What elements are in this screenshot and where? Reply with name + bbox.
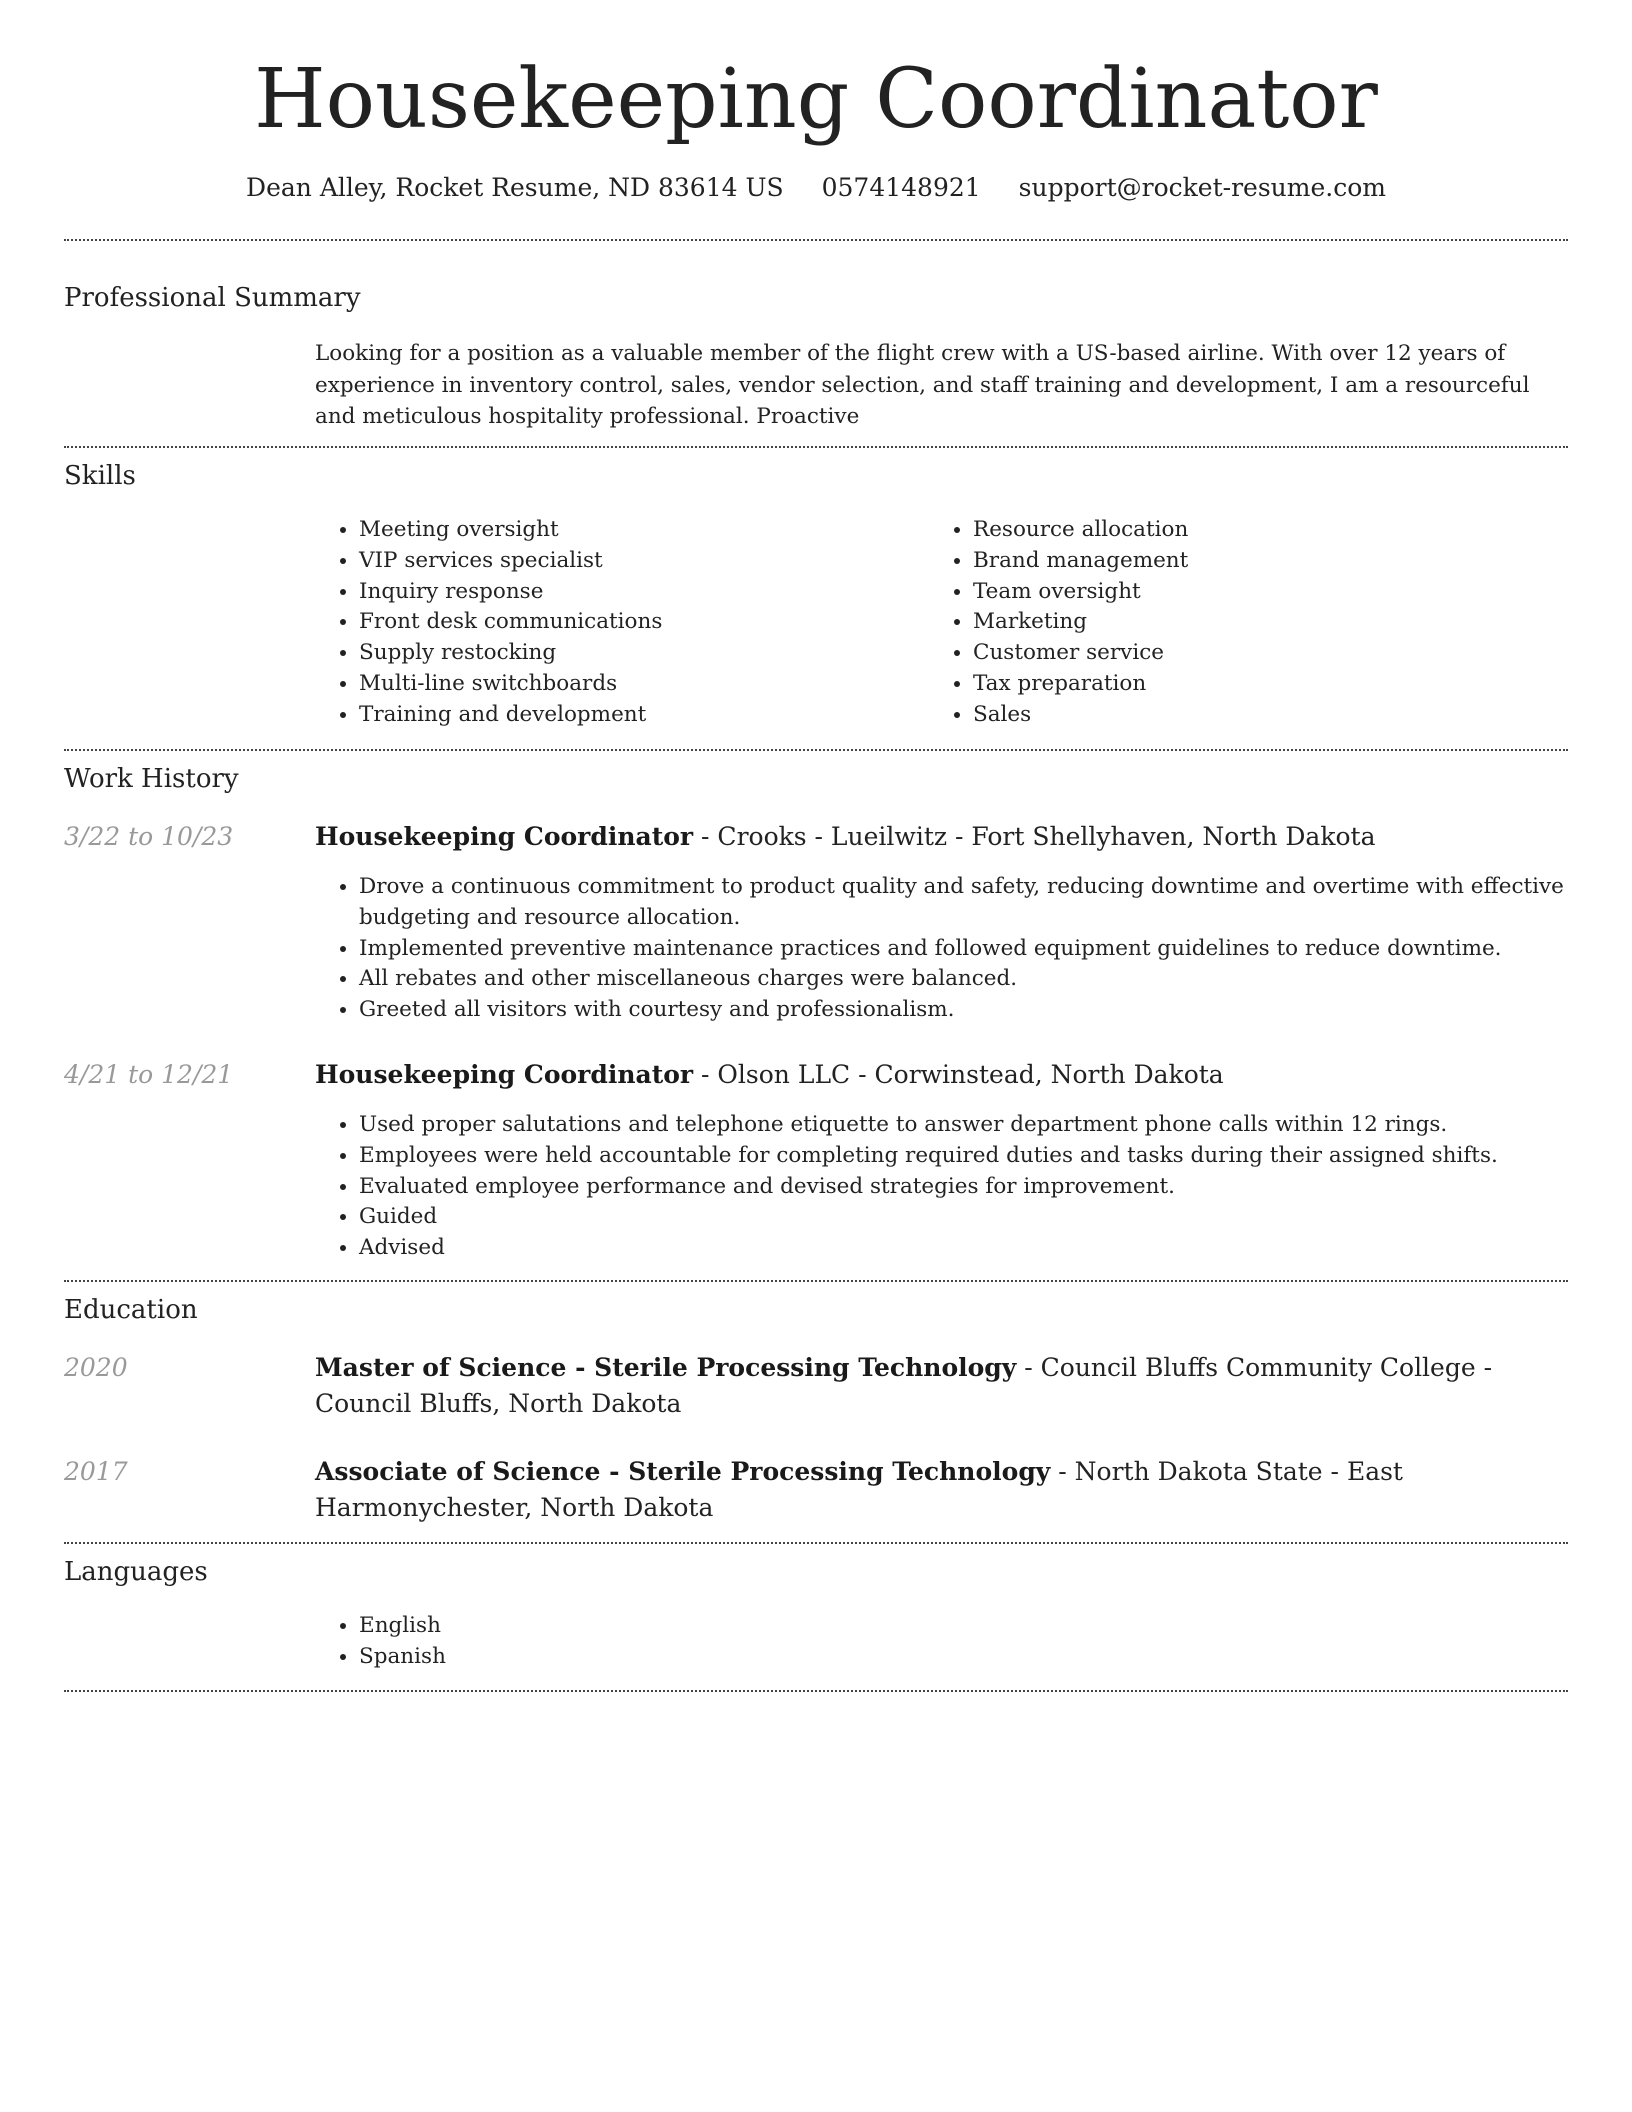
education-degree: Associate of Science - Sterile Processing Technology xyxy=(315,1457,1051,1486)
job-details: - Crooks - Lueilwitz - Fort Shellyhaven, North Dakota xyxy=(693,822,1376,851)
skill-item: • Multi-line switchboards xyxy=(359,669,925,700)
job-bullet: • All rebates and other miscellaneous charges were balanced. xyxy=(359,964,1568,995)
education-entry xyxy=(315,1350,1568,1422)
job-dates: 3/22 to 10/23 xyxy=(64,822,234,851)
summary-section-title: Professional Summary xyxy=(64,283,361,313)
skill-item: • Tax preparation xyxy=(973,669,1568,700)
job-bullets xyxy=(315,872,1568,1026)
job-role: Housekeeping Coordinator xyxy=(315,822,694,851)
job-title xyxy=(315,819,1568,855)
education-year: 2020 xyxy=(64,1353,128,1382)
languages-section-title: Languages xyxy=(64,1557,208,1587)
summary-text: Looking for a position as a valuable member of the flight crew with a US-based airline. With over 12 years of experience in inventory control, sales, vendor selection, and staff training and development, I am a resourceful and meticulous hospitality professional. Proactive xyxy=(315,341,1530,429)
skill-item: • Supply restocking xyxy=(359,638,925,669)
skill-item: • Marketing xyxy=(973,607,1568,638)
contact-address: Dean Alley, Rocket Resume, ND 83614 US xyxy=(246,173,784,202)
job-details: - Olson LLC - Corwinstead, North Dakota xyxy=(693,1060,1224,1089)
job-dates: 4/21 to 12/21 xyxy=(64,1060,234,1089)
job-bullet: • Drove a continuous commitment to product quality and safety, reducing downtime and overtime with effective budgeting and resource allocation. xyxy=(359,872,1568,934)
section-divider xyxy=(64,1690,1568,1692)
skill-item: • Brand management xyxy=(973,546,1568,577)
skill-item: • Training and development xyxy=(359,700,925,731)
skill-item: • VIP services specialist xyxy=(359,546,925,577)
job-bullet: • Implemented preventive maintenance practices and followed equipment guidelines to reduce downtime. xyxy=(359,934,1568,965)
education-details: - Council Bluffs Community College - Council Bluffs, North Dakota xyxy=(315,1353,1493,1418)
skills-section-title: Skills xyxy=(64,461,136,491)
job-bullet: • Advised xyxy=(359,1233,1568,1264)
contact-line xyxy=(0,172,1632,204)
skill-item: • Team oversight xyxy=(973,577,1568,608)
contact-email: support@rocket-resume.com xyxy=(1018,173,1386,202)
skill-item: • Customer service xyxy=(973,638,1568,669)
job-bullet: • Guided xyxy=(359,1202,1568,1233)
contact-phone: 0574148921 xyxy=(821,173,981,202)
section-divider xyxy=(64,239,1568,241)
section-divider xyxy=(64,1280,1568,1282)
job-bullet: • Evaluated employee performance and devised strategies for improvement. xyxy=(359,1172,1568,1203)
language-item: • English xyxy=(359,1611,959,1642)
education-degree: Master of Science - Sterile Processing Technology xyxy=(315,1353,1017,1382)
job-bullet: • Employees were held accountable for completing required duties and tasks during their assigned shifts. xyxy=(359,1141,1568,1172)
candidate-name: Housekeeping Coordinator xyxy=(254,52,1378,147)
languages-list xyxy=(315,1611,959,1673)
skill-item: • Inquiry response xyxy=(359,577,925,608)
education-entry xyxy=(315,1454,1568,1526)
skills-list-right xyxy=(929,515,1568,731)
job-title xyxy=(315,1057,1568,1093)
job-bullet: • Greeted all visitors with courtesy and professionalism. xyxy=(359,995,1568,1026)
language-item: • Spanish xyxy=(359,1642,959,1673)
section-divider xyxy=(64,446,1568,448)
education-year: 2017 xyxy=(64,1457,128,1486)
education-details: - North Dakota State - East Harmonychester, North Dakota xyxy=(315,1457,1403,1522)
skills-list-left xyxy=(315,515,925,731)
section-divider xyxy=(64,1542,1568,1544)
education-section-title: Education xyxy=(64,1295,198,1325)
job-bullets xyxy=(315,1110,1568,1264)
skill-item: • Resource allocation xyxy=(973,515,1568,546)
work-section-title: Work History xyxy=(64,764,239,794)
job-role: Housekeeping Coordinator xyxy=(315,1060,694,1089)
skill-item: • Sales xyxy=(973,700,1568,731)
job-bullet: • Used proper salutations and telephone etiquette to answer department phone calls within 12 rings. xyxy=(359,1110,1568,1141)
skill-item: • Meeting oversight xyxy=(359,515,925,546)
section-divider xyxy=(64,749,1568,751)
skill-item: • Front desk communications xyxy=(359,607,925,638)
